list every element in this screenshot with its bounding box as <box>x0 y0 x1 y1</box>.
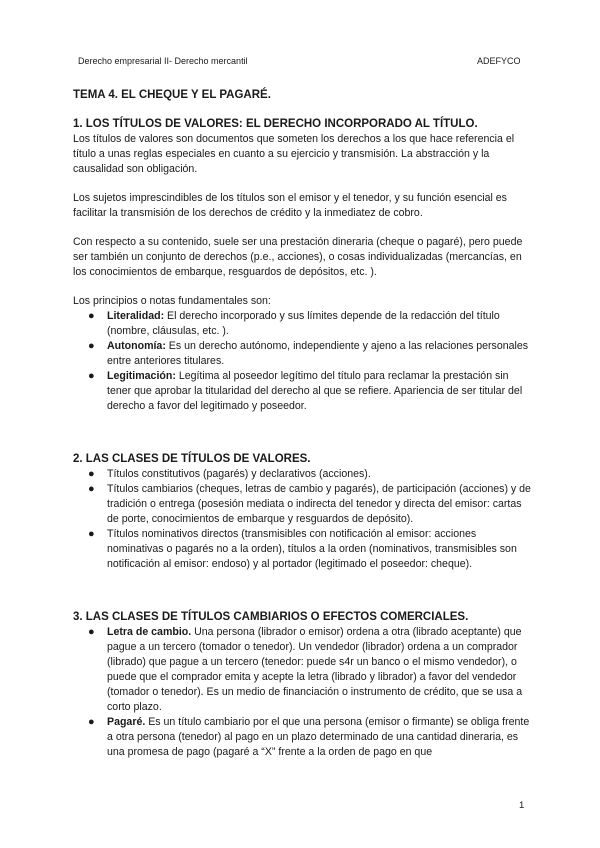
list-item-term: Letra de cambio. <box>107 626 192 638</box>
bullet-icon: ● <box>88 468 95 480</box>
section-1-heading: 1. LOS TÍTULOS DE VALORES: EL DERECHO INCORPORADO AL TÍTULO. <box>73 118 478 130</box>
list-item <box>88 625 533 715</box>
list-item-text: Legítima al poseedor legítimo del título para reclamar la prestación sin tener que aprobar la titularidad del derecho al que se refiere. Apariencia de ser titular del derecho a favor del legitimado y poseedor. <box>107 370 523 412</box>
header-course: ADEFYCO <box>477 56 521 66</box>
bullet-icon: ● <box>88 483 95 495</box>
bullet-icon: ● <box>88 716 95 728</box>
list-item <box>88 527 533 572</box>
section-1-paragraph-4: Los principios o notas fundamentales son: <box>73 295 271 307</box>
section-2-heading: 2. LAS CLASES DE TÍTULOS DE VALORES. <box>73 453 311 465</box>
list-item <box>88 715 533 760</box>
classes-list <box>73 467 533 572</box>
list-item-text: Es un título cambiario por el que una persona (emisor o firmante) se obliga frente a otra persona (tenedor) al pago en un plazo determinado de una cantidad dineraria, es una promesa de pago (pagaré a “X” frente a la orden de pago en que <box>107 716 530 758</box>
list-item-text: Una persona (librador o emisor) ordena a otra (librado aceptante) que pague a un tercero (tomador o tenedor). Un vendedor (librador) ordena a un comprador (librado) que pague a un tercero (tenedor: puede s4r un banco o el mismo vendedor), o puede que el comprador emita y acepte la letra (librado y librador) a favor del vendedor (tomador o tenedor). Es un medio de financiación o instrumento de crédito, que se usa a corto plazo. <box>107 626 523 713</box>
list-item-term: Literalidad: <box>107 310 165 322</box>
bullet-icon: ● <box>88 370 95 382</box>
list-item <box>88 339 533 369</box>
page-number: 1 <box>519 800 525 811</box>
section-1-paragraph-3: Con respecto a su contenido, suele ser una prestación dineraria (cheque o pagaré), pero puede ser también un conjunto de derechos (p.e., acciones), o cosas individualizadas (mercancías, en los conocimientos de embarque, resguardos de depósitos, etc. ). <box>73 236 523 278</box>
list-item-text: Títulos cambiarios (cheques, letras de cambio y pagarés), de participación (acciones) y de tradición o entrega (posesión mediata o indirecta del tenedor y directa del emisor: cartas de porte, conocimientos de embarque y resguardos de depósito). <box>107 483 531 525</box>
list-item <box>88 482 533 527</box>
list-item-text: Títulos constitutivos (pagarés) y declarativos (acciones). <box>107 468 371 480</box>
list-item <box>88 309 533 339</box>
header-subject: Derecho empresarial II- Derecho mercantil <box>78 56 248 66</box>
bullet-icon: ● <box>88 340 95 352</box>
document-title: TEMA 4. EL CHEQUE Y EL PAGARÉ. <box>73 89 271 101</box>
bullet-icon: ● <box>88 528 95 540</box>
section-3-heading: 3. LAS CLASES DE TÍTULOS CAMBIARIOS O EFECTOS COMERCIALES. <box>73 611 469 623</box>
exchange-titles-list <box>73 625 533 760</box>
list-item-term: Legitimación: <box>107 370 176 382</box>
list-item-text: Títulos nominativos directos (transmisibles con notificación al emisor: acciones nominativas o pagarés no a la orden), títulos a la orden (nominativos, transmisibles son notificación al emisor: endoso) y al portador (legitimado el poseedor: cheque). <box>107 528 517 570</box>
section-1-paragraph-2: Los sujetos imprescindibles de los títulos son el emisor y el tenedor, y su función esencial es facilitar la transmisión de los derechos de crédito y la inmediatez de cobro. <box>73 192 507 219</box>
bullet-icon: ● <box>88 310 95 322</box>
section-1-paragraph-1: Los títulos de valores son documentos que someten los derechos a los que hace referencia el título a unas reglas especiales en cuanto a su ejercicio y transmisión. La abstracción y la causalidad son obligación. <box>73 133 515 175</box>
list-item-term: Autonomía: <box>107 340 166 352</box>
list-item <box>88 369 533 414</box>
bullet-icon: ● <box>88 626 95 638</box>
list-item-text: El derecho incorporado y sus límites depende de la redacción del título (nombre, cláusulas, etc. ). <box>107 310 500 337</box>
principles-list <box>73 309 533 414</box>
list-item <box>88 467 533 482</box>
list-item-term: Pagaré. <box>107 716 146 728</box>
list-item-text: Es un derecho autónomo, independiente y ajeno a las relaciones personales entre anteriores titulares. <box>107 340 529 367</box>
document-body <box>73 88 533 760</box>
